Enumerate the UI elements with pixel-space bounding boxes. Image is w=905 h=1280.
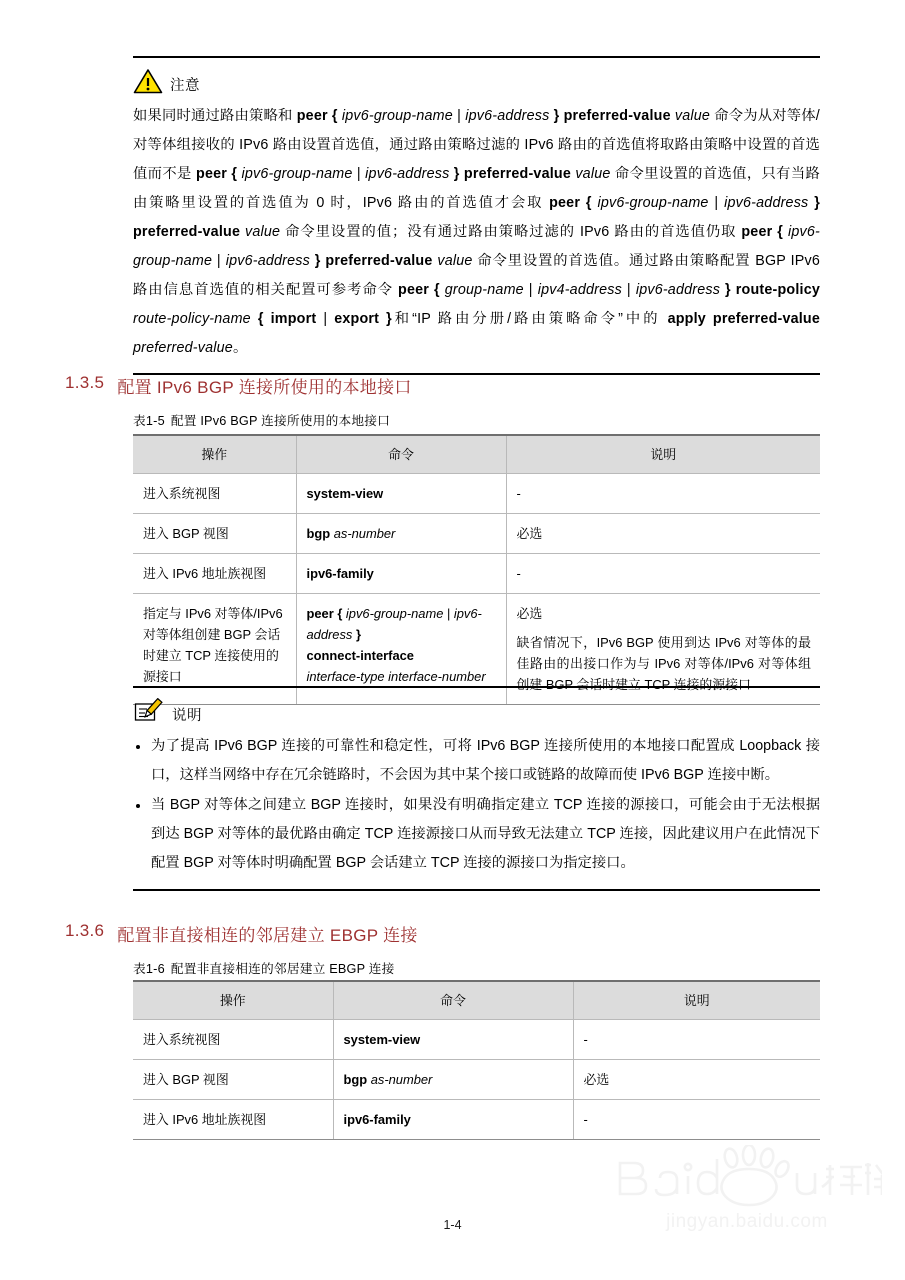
note-header (133, 698, 820, 724)
watermark-url: jingyan.baidu.com (666, 1211, 828, 1232)
warning-triangle-icon (133, 68, 163, 94)
caution-callout (133, 56, 820, 375)
table-1-5 (133, 434, 820, 705)
note-title: 说明 (172, 708, 202, 724)
section-number: 1.3.6 (65, 921, 105, 940)
description-line: 必选 (516, 606, 543, 621)
note-list-item: 为了提高 IPv6 BGP 连接的可靠性和稳定性，可将 IPv6 BGP 连接所使用的本地接口配置成 Loopback 接口，这样当网络中存在冗余链路时，不会因为其中某个接口或链路的故障而使 IPv6 BGP 连接中断。 (133, 732, 820, 790)
cell-operation: 进入 IPv6 地址族视图 (133, 1100, 333, 1140)
table-row (133, 474, 820, 514)
cell-description (573, 1020, 820, 1060)
description-line: 缺省情况下，IPv6 BGP 使用到达 IPv6 对等体的最佳路由的出接口作为与 IPv6 对等体/IPv6 对等体组创建 BGP 会话时建立 TCP 连接的源接口 (516, 635, 811, 692)
table-body (133, 474, 820, 705)
column-header-description: 说明 (506, 435, 820, 474)
cell-command: bgp as-number (333, 1060, 573, 1100)
column-header-operation: 操作 (133, 435, 296, 474)
cell-operation: 指定与 IPv6 对等体/IPv6 对等体组创建 BGP 会话时建立 TCP 连接使用的源接口 (133, 594, 296, 705)
cell-command: peer { ipv6-group-name | ipv6-address } connect-interface interface-type interface-number (296, 594, 506, 705)
description-line: - (583, 1112, 588, 1127)
note-callout (133, 686, 820, 891)
table-row (133, 1020, 820, 1060)
cell-operation: 进入系统视图 (133, 1020, 333, 1060)
cell-description (506, 474, 820, 514)
section-title: 配置非直接相连的邻居建立 EBGP 连接 (117, 926, 418, 945)
column-header-description: 说明 (573, 981, 820, 1020)
table-row (133, 554, 820, 594)
column-header-command: 命令 (333, 981, 573, 1020)
table-caption-number: 表1-6 (133, 962, 165, 976)
page-number: 1-4 (443, 1218, 462, 1232)
caution-paragraph: 如果同时通过路由策略和 peer { ipv6-group-name | ipv6-address } preferred-value value 命令为从对等体/对等体组接收的 IPv6 路由设置首选值，通过路由策略过滤的 IPv6 路由的首选值将取路由策略中设置的首选值而不是 peer { ipv6-group-name | ipv6-address } preferred-value value 命令里设置的首选值，只有当路由策略里设置的首选值为 0 时，IPv6 路由的首选值才会取 peer { ipv6-group-name | ipv6-address } preferred-value value 命令里设置的值；没有通过路由策略过滤的 IPv6 路由的首选值仍取 peer { ipv6-group-name | ipv6-address } preferred-value value 命令里设置的首选值。通过路由策略配置 BGP IPv6 路由信息首选值的相关配置可参考命令 peer { group-name | ipv4-address | ipv6-address } route-policy route-policy-name { import | export }和“IP 路由分册/路由策略命令”中的 apply preferred-value preferred-value。 (133, 108, 821, 356)
table-1-6 (133, 980, 820, 1140)
cell-description (506, 514, 820, 554)
description-line: - (583, 1032, 588, 1047)
table-row (133, 514, 820, 554)
section-title: 配置 IPv6 BGP 连接所使用的本地接口 (117, 378, 412, 397)
caution-title: 注意 (170, 78, 200, 94)
description-line: - (516, 486, 521, 501)
cell-operation: 进入 IPv6 地址族视图 (133, 554, 296, 594)
cell-command: system-view (333, 1020, 573, 1060)
column-header-operation: 操作 (133, 981, 333, 1020)
cell-command: ipv6-family (333, 1100, 573, 1140)
table-caption-1-5 (133, 410, 820, 429)
cell-operation: 进入系统视图 (133, 474, 296, 514)
description-line: - (516, 566, 521, 581)
cell-operation: 进入 BGP 视图 (133, 514, 296, 554)
table-row (133, 1060, 820, 1100)
description-line: 必选 (516, 526, 543, 541)
table-caption-text: 配置 IPv6 BGP 连接所使用的本地接口 (170, 414, 391, 428)
table-head (133, 981, 820, 1020)
table-header-row (133, 435, 820, 474)
note-pencil-icon (133, 698, 165, 724)
table-row (133, 1100, 820, 1140)
description-line: 必选 (583, 1072, 610, 1087)
table-body (133, 1020, 820, 1140)
table-head (133, 435, 820, 474)
note-list (133, 732, 820, 878)
cell-description (573, 1100, 820, 1140)
column-header-command: 命令 (296, 435, 506, 474)
cell-operation: 进入 BGP 视图 (133, 1060, 333, 1100)
note-list-item: 当 BGP 对等体之间建立 BGP 连接时，如果没有明确指定建立 TCP 连接的源接口，可能会由于无法根据到达 BGP 对等体的最优路由确定 TCP 连接源接口从而导致无法建立 TCP 连接，因此建议用户在此情况下配置 BGP 对等体时明确配置 BGP 会话建立 TCP 连接的源接口为指定接口。 (133, 791, 820, 878)
table-caption-text: 配置非直接相连的邻居建立 EBGP 连接 (170, 962, 395, 976)
cell-description (573, 1060, 820, 1100)
table-caption-number: 表1-5 (133, 414, 165, 428)
cell-command: system-view (296, 474, 506, 514)
table-header-row (133, 981, 820, 1020)
cell-command: ipv6-family (296, 554, 506, 594)
section-heading-135 (65, 373, 752, 398)
section-number: 1.3.5 (65, 373, 105, 392)
caution-header (133, 68, 820, 94)
section-heading-136 (65, 921, 752, 946)
table-caption-1-6 (133, 958, 820, 977)
cell-command: bgp as-number (296, 514, 506, 554)
cell-description (506, 554, 820, 594)
